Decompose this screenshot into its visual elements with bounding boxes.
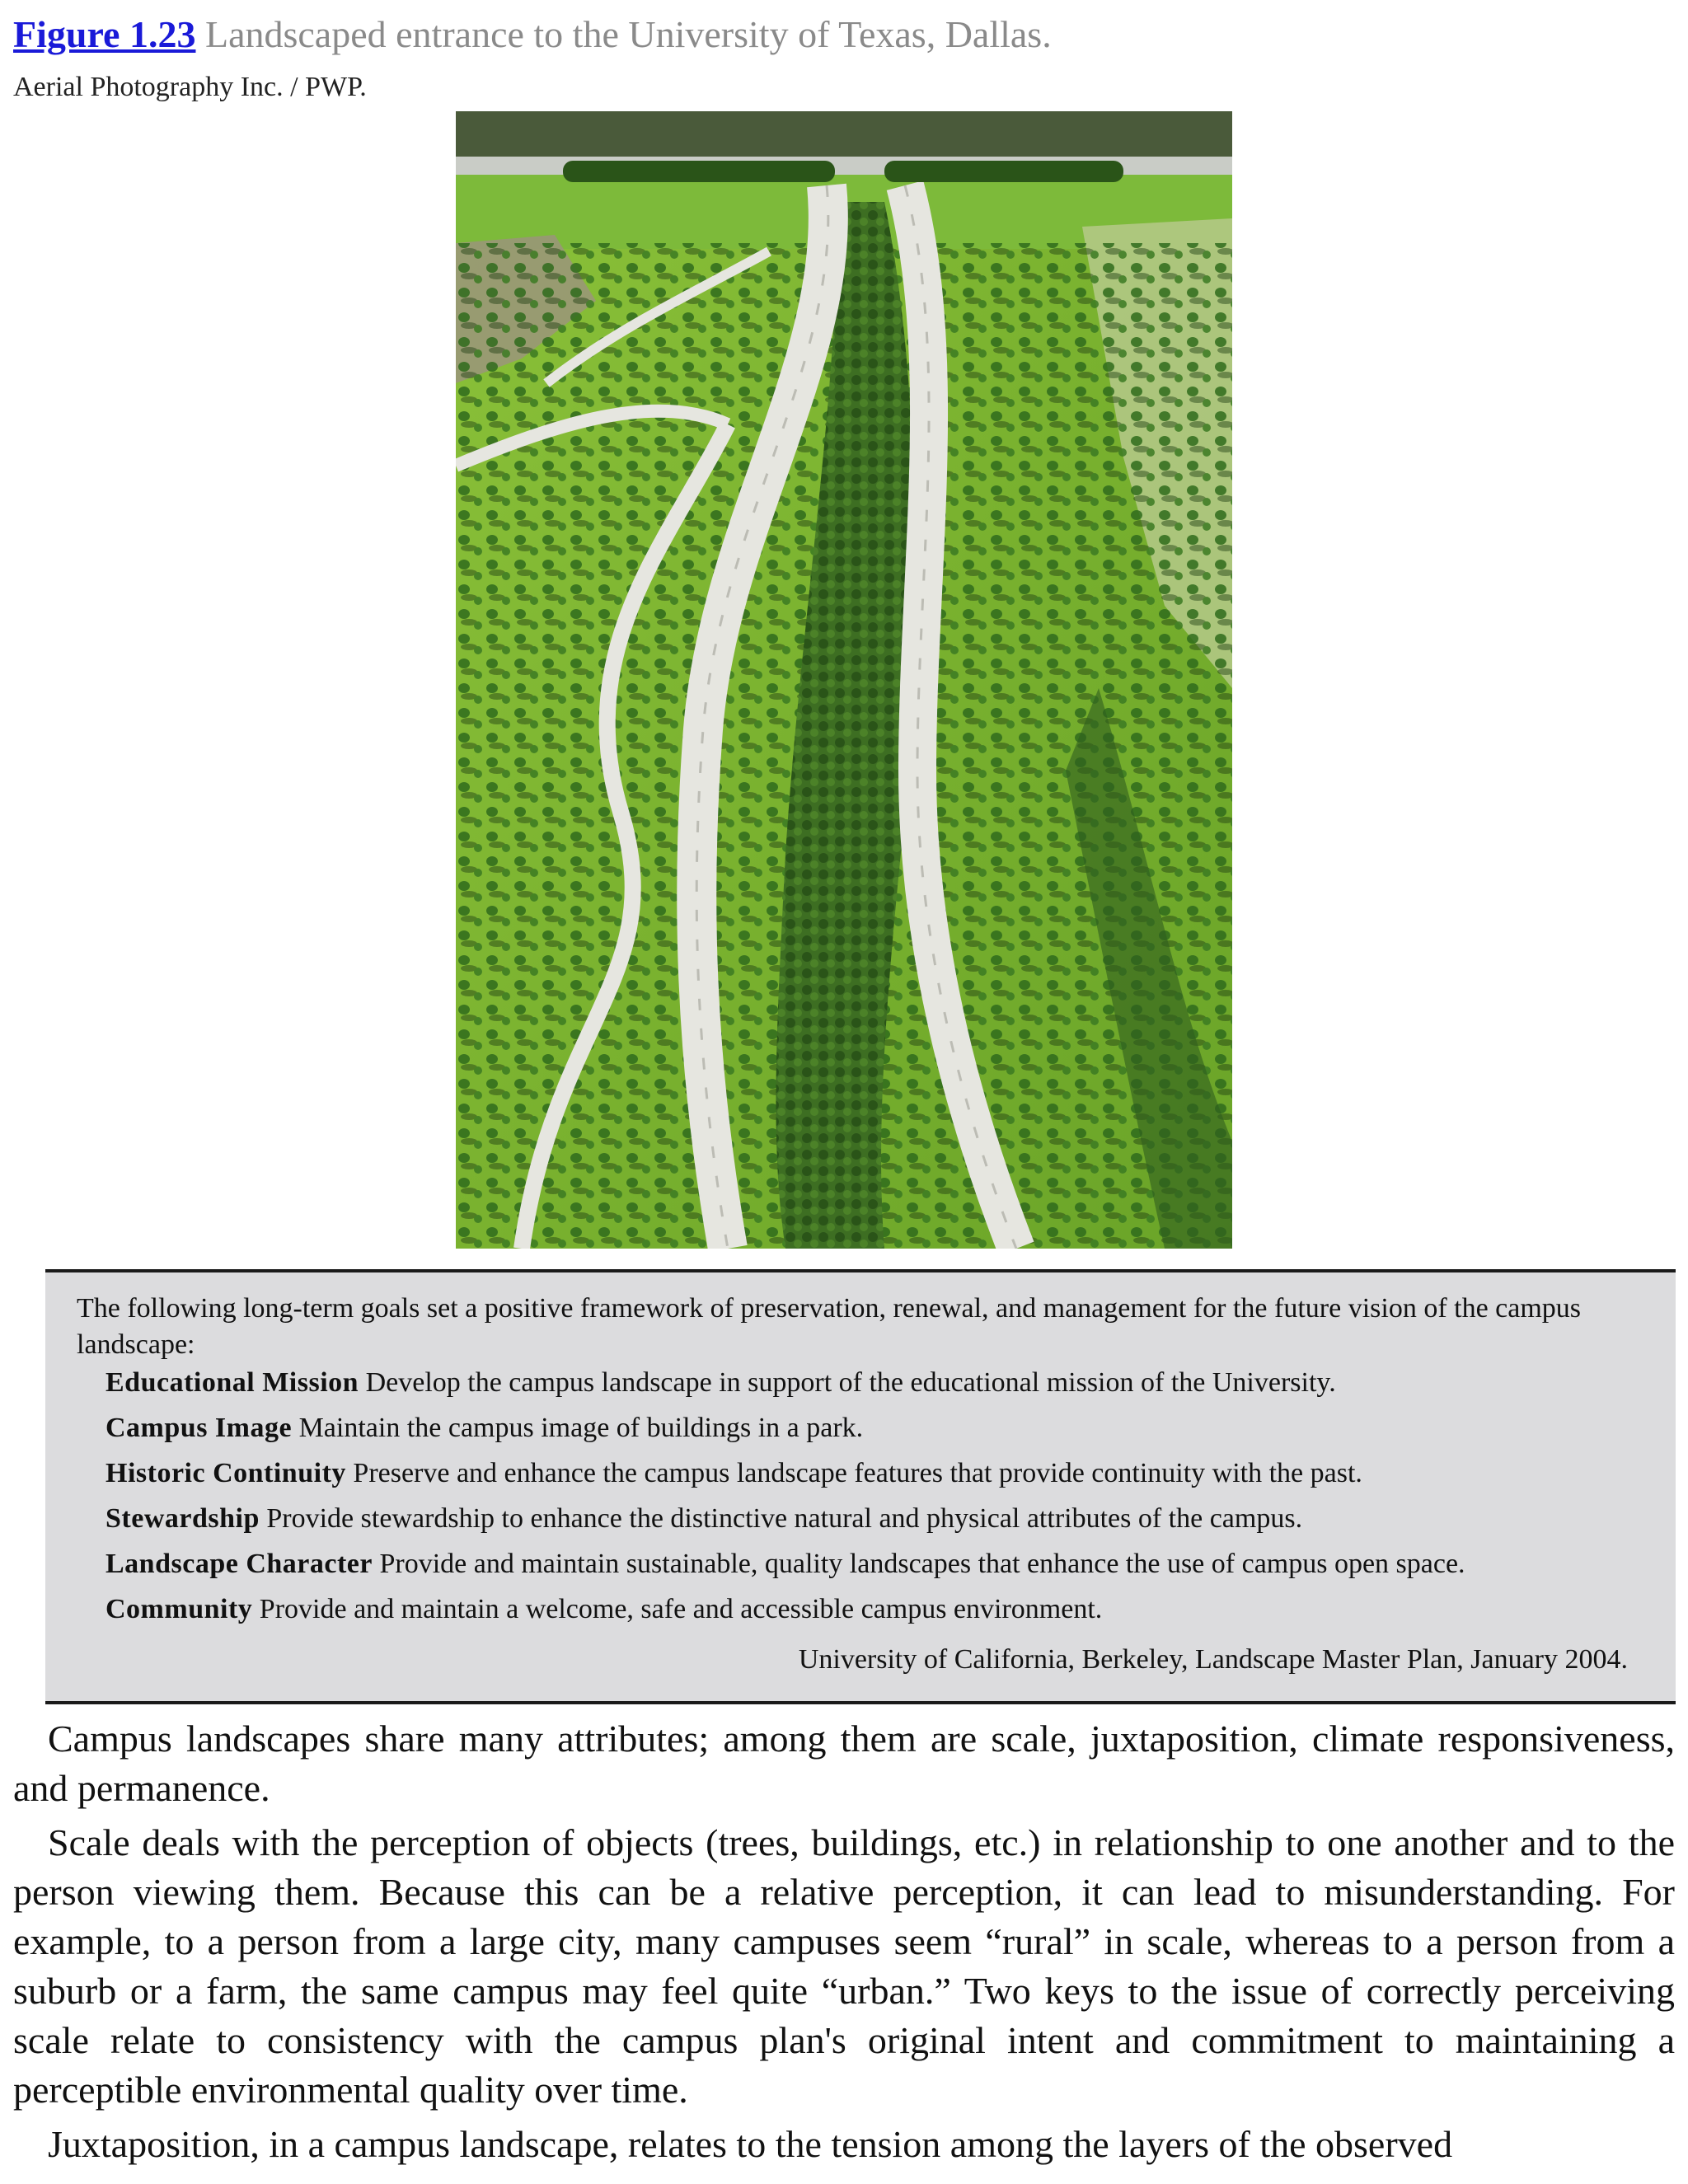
aerial-landscape-photo bbox=[456, 111, 1232, 1249]
goal-text: Preserve and enhance the campus landscape features that provide continuity with the past. bbox=[345, 1458, 1362, 1488]
goal-term: Educational Mission bbox=[106, 1367, 359, 1398]
goal-item bbox=[106, 1410, 863, 1446]
goal-item bbox=[106, 1546, 1465, 1582]
goal-term: Stewardship bbox=[106, 1503, 260, 1534]
paragraph: Juxtaposition, in a campus landscape, relates to the tension among the layers of the observed bbox=[48, 2123, 1453, 2165]
body-text bbox=[13, 1714, 1675, 2174]
goal-text: Provide and maintain sustainable, quality landscapes that enhance the use of campus open space. bbox=[372, 1549, 1465, 1579]
goal-text: Maintain the campus image of buildings in a park. bbox=[292, 1413, 864, 1443]
goal-term: Historic Continuity bbox=[106, 1458, 346, 1488]
goal-term: Landscape Character bbox=[106, 1549, 373, 1579]
goals-source: University of California, Berkeley, Landscape Master Plan, January 2004. bbox=[798, 1644, 1628, 1675]
goal-term: Community bbox=[106, 1594, 253, 1624]
goal-item bbox=[106, 1365, 1336, 1401]
figure-credit: Aerial Photography Inc. / PWP. bbox=[13, 72, 367, 102]
goal-text: Provide and maintain a welcome, safe and accessible campus environment. bbox=[252, 1594, 1103, 1624]
paragraph: Campus landscapes share many attributes; among them are scale, juxtaposition, climate responsiveness, and permanence. bbox=[13, 1718, 1675, 1809]
goal-item bbox=[106, 1591, 1102, 1628]
figure-caption bbox=[13, 10, 1052, 59]
goals-intro: The following long-term goals set a positive framework of preservation, renewal, and management for the future vision of the campus landscape: bbox=[77, 1293, 1582, 1360]
figure-link[interactable]: Figure 1.23 bbox=[13, 13, 196, 55]
goal-item bbox=[106, 1501, 1302, 1537]
figure-description: Landscaped entrance to the University of Texas, Dallas. bbox=[195, 13, 1052, 55]
goals-sidebar bbox=[45, 1269, 1676, 1704]
paragraph: Scale deals with the perception of objects (trees, buildings, etc.) in relationship to one another and to the person viewing them. Because this can be a relative perception, it can lead to misunderstanding. For example, to a person from a large city, many campuses seem “rural” in scale, whereas to a person from a suburb or a farm, the same campus may feel quite “urban.” Two keys to the issue of correctly perceiving scale relate to consistency with the campus plan's original intent and commitment to maintaining a perceptible environmental quality over time. bbox=[13, 1821, 1675, 2111]
goal-text: Provide stewardship to enhance the distinctive natural and physical attributes of the campus. bbox=[259, 1503, 1303, 1534]
goal-term: Campus Image bbox=[106, 1413, 293, 1443]
goal-item bbox=[106, 1455, 1362, 1492]
goal-text: Develop the campus landscape in support of the educational mission of the University. bbox=[359, 1367, 1336, 1398]
